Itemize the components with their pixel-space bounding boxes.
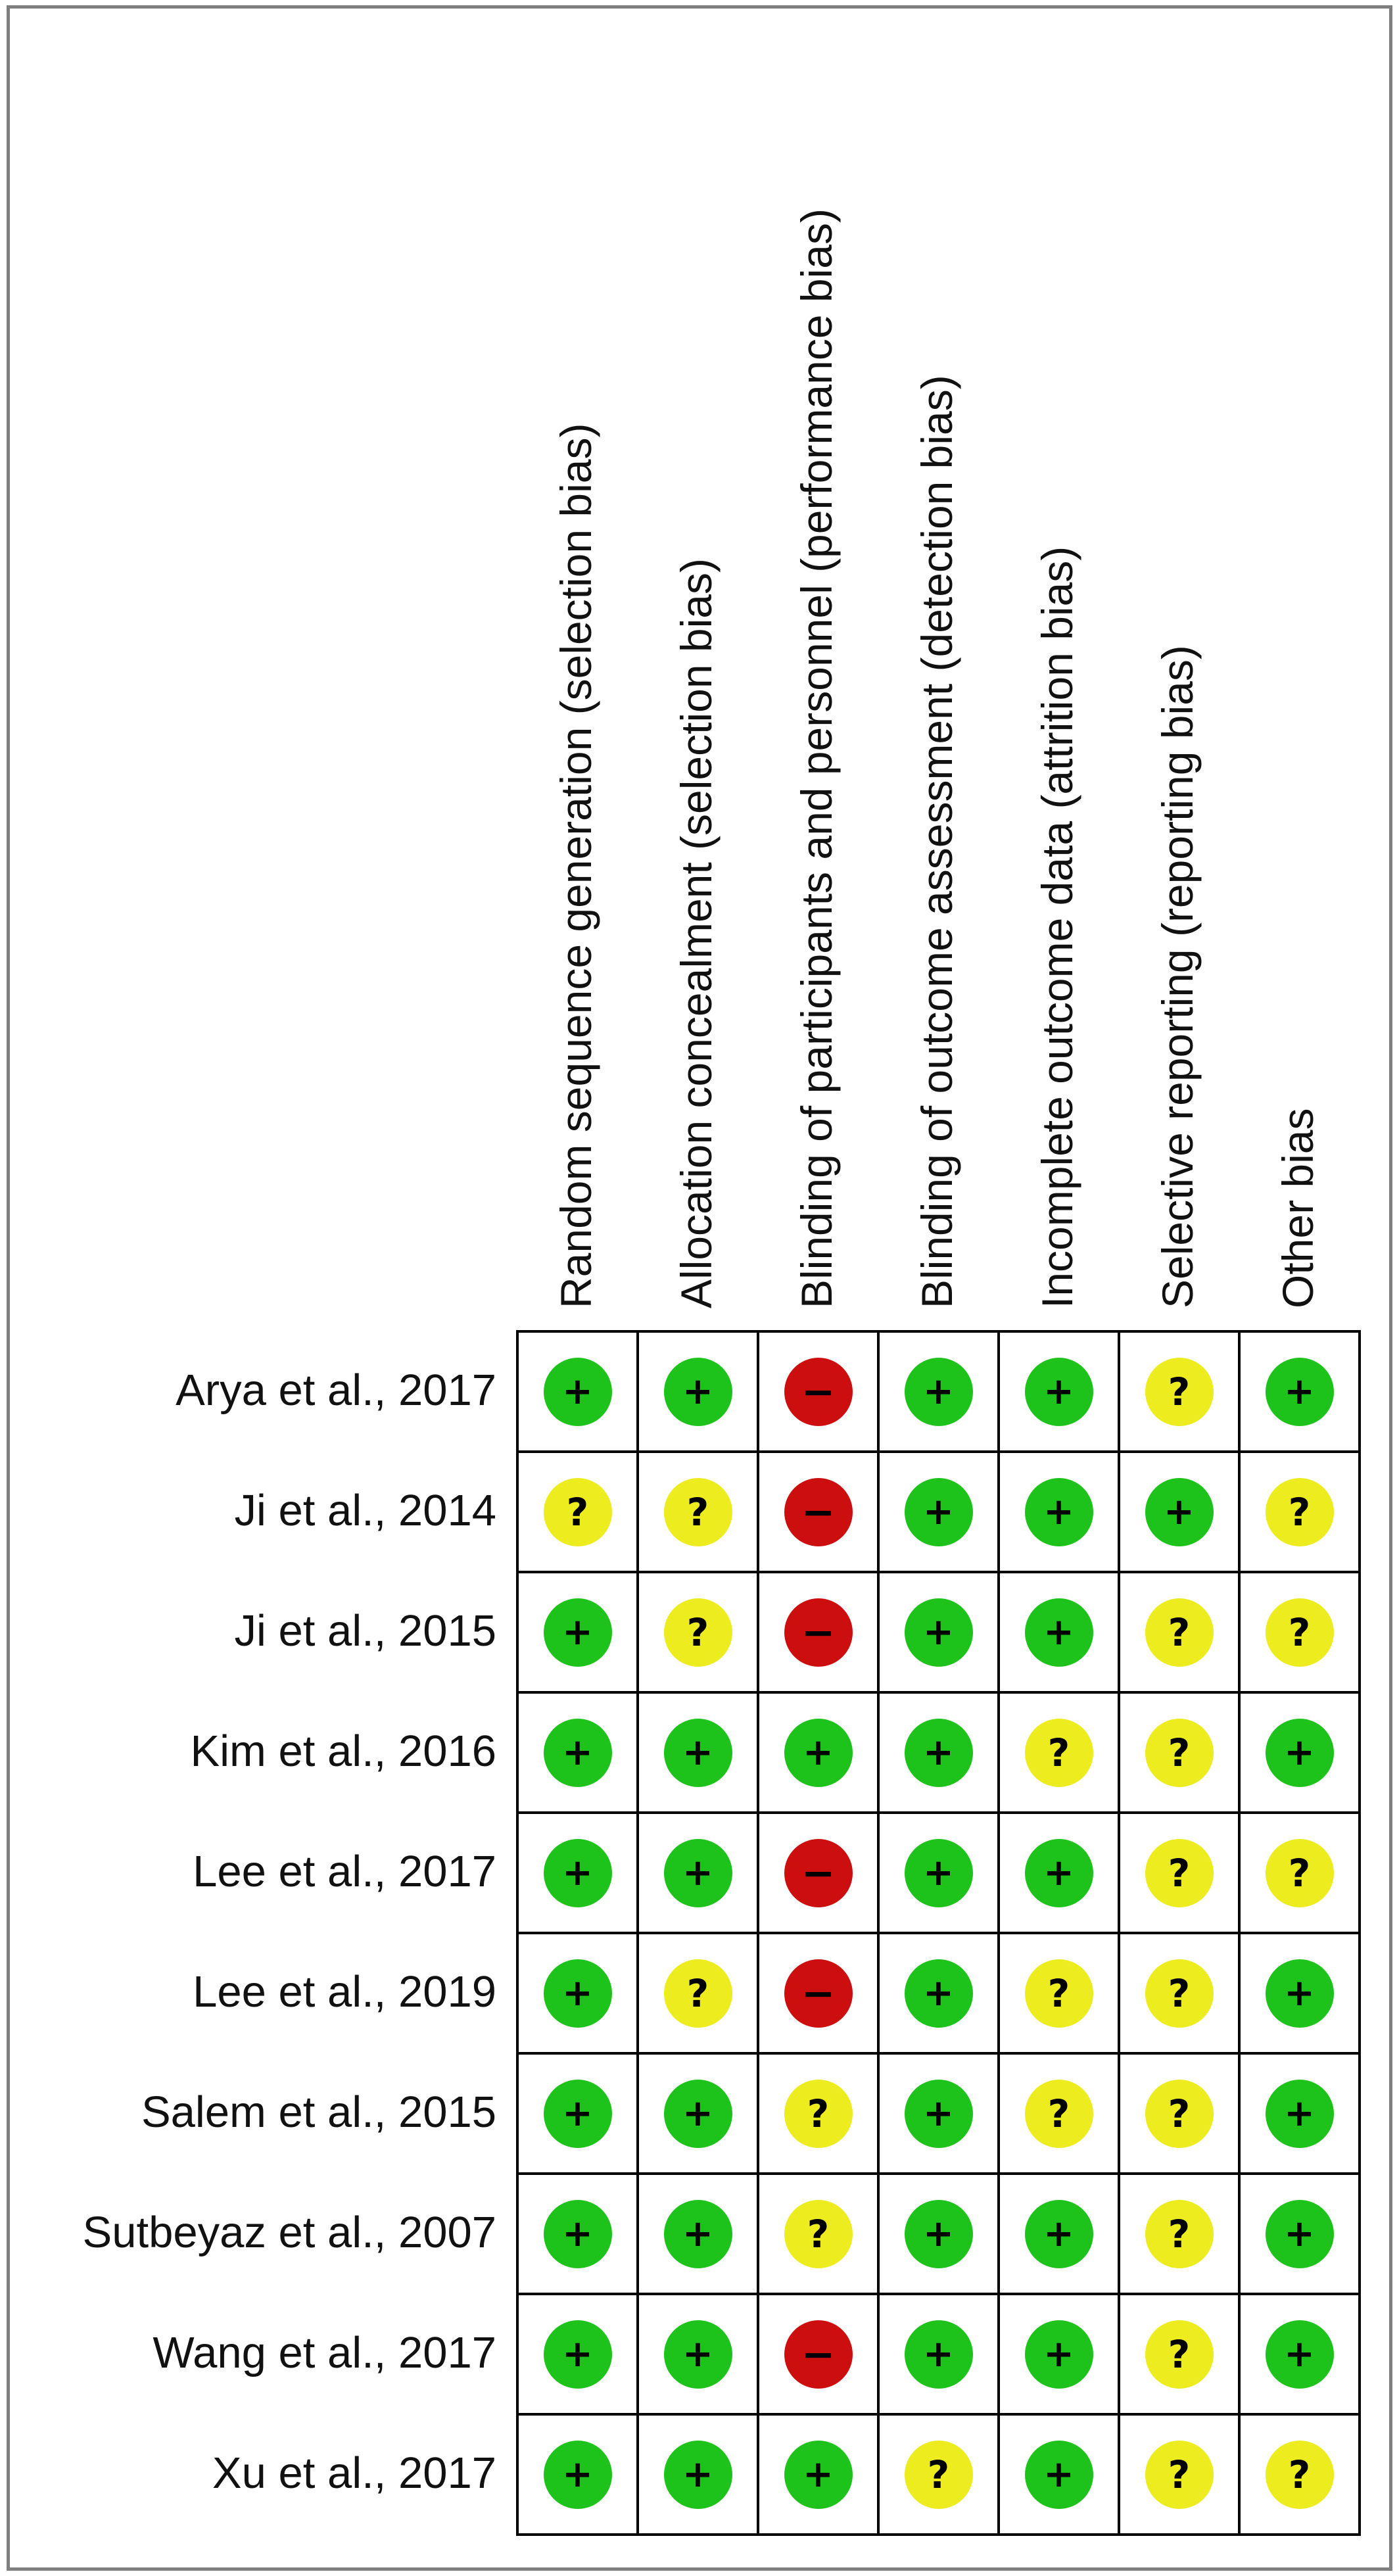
low-risk-marker: +: [664, 1719, 732, 1787]
high-risk-marker: −: [784, 1598, 853, 1667]
study-label: Ji et al., 2015: [234, 1606, 496, 1656]
low-risk-marker: +: [664, 2200, 732, 2268]
low-risk-marker: +: [1025, 2320, 1093, 2389]
low-risk-marker: +: [544, 1959, 612, 2028]
low-risk-marker: +: [544, 1358, 612, 1426]
high-risk-marker: −: [784, 1839, 853, 1907]
unclear-risk-marker: ?: [664, 1959, 732, 2028]
domain-header: Random sequence generation (selection bias): [552, 423, 600, 1308]
unclear-risk-marker: ?: [1145, 1839, 1214, 1907]
domain-header: Other bias: [1273, 1108, 1322, 1308]
low-risk-marker: +: [905, 1839, 973, 1907]
low-risk-marker: +: [544, 1839, 612, 1907]
low-risk-marker: +: [544, 2200, 612, 2268]
low-risk-marker: +: [1145, 1478, 1214, 1546]
domain-header: Blinding of outcome assessment (detection bias): [913, 375, 961, 1308]
unclear-risk-marker: ?: [1145, 2320, 1214, 2389]
unclear-risk-marker: ?: [1145, 1598, 1214, 1667]
low-risk-marker: +: [1266, 2200, 1334, 2268]
low-risk-marker: +: [664, 2441, 732, 2509]
low-risk-marker: +: [1025, 1478, 1093, 1546]
unclear-risk-marker: ?: [1266, 1478, 1334, 1546]
study-label: Lee et al., 2019: [193, 1967, 496, 2016]
low-risk-marker: +: [905, 2320, 973, 2389]
study-label: Wang et al., 2017: [153, 2328, 496, 2377]
low-risk-marker: +: [1266, 2080, 1334, 2148]
low-risk-marker: +: [544, 1598, 612, 1667]
unclear-risk-marker: ?: [1266, 2441, 1334, 2509]
low-risk-marker: +: [664, 2080, 732, 2148]
unclear-risk-marker: ?: [1145, 1358, 1214, 1426]
low-risk-marker: +: [1266, 1959, 1334, 2028]
study-label: Kim et al., 2016: [190, 1727, 496, 1776]
domain-header: Blinding of participants and personnel (performance bias): [792, 208, 841, 1308]
unclear-risk-marker: ?: [1266, 1839, 1334, 1907]
study-label: Arya et al., 2017: [176, 1366, 496, 1415]
low-risk-marker: +: [544, 2441, 612, 2509]
low-risk-marker: +: [905, 1959, 973, 2028]
study-label: Salem et al., 2015: [141, 2087, 496, 2137]
unclear-risk-marker: ?: [1145, 2200, 1214, 2268]
low-risk-marker: +: [905, 1478, 973, 1546]
unclear-risk-marker: ?: [1025, 1719, 1093, 1787]
unclear-risk-marker: ?: [905, 2441, 973, 2509]
low-risk-marker: +: [664, 1839, 732, 1907]
low-risk-marker: +: [1025, 1358, 1093, 1426]
low-risk-marker: +: [544, 2080, 612, 2148]
low-risk-marker: +: [1025, 2200, 1093, 2268]
study-label: Xu et al., 2017: [212, 2448, 496, 2498]
unclear-risk-marker: ?: [1145, 1719, 1214, 1787]
study-label: Lee et al., 2017: [193, 1847, 496, 1896]
high-risk-marker: −: [784, 2320, 853, 2389]
low-risk-marker: +: [784, 2441, 853, 2509]
low-risk-marker: +: [544, 2320, 612, 2389]
low-risk-marker: +: [1266, 1358, 1334, 1426]
domain-header: Selective reporting (reporting bias): [1153, 645, 1202, 1308]
high-risk-marker: −: [784, 1478, 853, 1546]
low-risk-marker: +: [544, 1719, 612, 1787]
unclear-risk-marker: ?: [1145, 2441, 1214, 2509]
high-risk-marker: −: [784, 1959, 853, 2028]
study-label: Sutbeyaz et al., 2007: [82, 2208, 496, 2257]
low-risk-marker: +: [1025, 1598, 1093, 1667]
study-label: Ji et al., 2014: [234, 1486, 496, 1535]
unclear-risk-marker: ?: [664, 1598, 732, 1667]
low-risk-marker: +: [905, 2080, 973, 2148]
low-risk-marker: +: [905, 1598, 973, 1667]
low-risk-marker: +: [1266, 1719, 1334, 1787]
unclear-risk-marker: ?: [1145, 2080, 1214, 2148]
unclear-risk-marker: ?: [784, 2080, 853, 2148]
low-risk-marker: +: [784, 1719, 853, 1787]
domain-header: Incomplete outcome data (attrition bias): [1033, 546, 1081, 1308]
low-risk-marker: +: [905, 1719, 973, 1787]
unclear-risk-marker: ?: [1145, 1959, 1214, 2028]
unclear-risk-marker: ?: [784, 2200, 853, 2268]
unclear-risk-marker: ?: [1025, 2080, 1093, 2148]
low-risk-marker: +: [905, 2200, 973, 2268]
low-risk-marker: +: [664, 2320, 732, 2389]
unclear-risk-marker: ?: [1025, 1959, 1093, 2028]
low-risk-marker: +: [1266, 2320, 1334, 2389]
high-risk-marker: −: [784, 1358, 853, 1426]
domain-header: Allocation concealment (selection bias): [672, 558, 721, 1308]
low-risk-marker: +: [1025, 2441, 1093, 2509]
unclear-risk-marker: ?: [1266, 1598, 1334, 1667]
low-risk-marker: +: [664, 1358, 732, 1426]
unclear-risk-marker: ?: [544, 1478, 612, 1546]
unclear-risk-marker: ?: [664, 1478, 732, 1546]
low-risk-marker: +: [905, 1358, 973, 1426]
low-risk-marker: +: [1025, 1839, 1093, 1907]
